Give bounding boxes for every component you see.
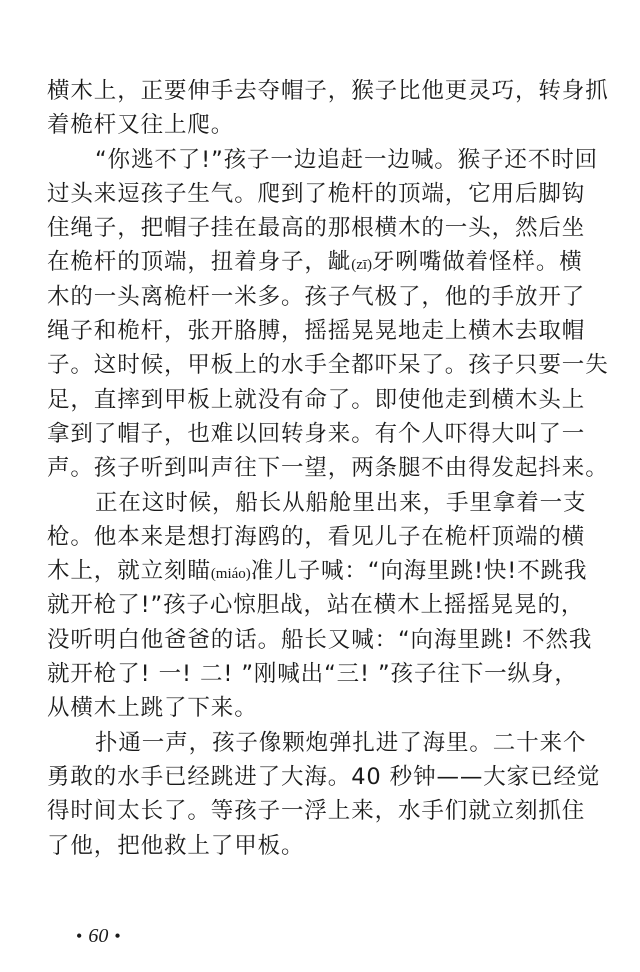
pinyin-annotation: (zī) xyxy=(351,257,373,274)
document-body xyxy=(47,74,609,863)
text-line: 横木上，正要伸手去夺帽子，猴子比他更灵巧，转身抓 xyxy=(47,78,609,104)
text-line: 木的一头离桅杆一米多。孩子气极了，他的手放开了 xyxy=(47,283,586,310)
text-line: 得时间太长了。等孩子一浮上来，水手们就立刻抓住 xyxy=(47,798,586,825)
text-line: 没听明白他爸爸的话。船长又喊：“向海里跳! 不然我 xyxy=(47,626,593,653)
text-line: 就开枪了!”孩子心惊胆战，站在横木上摇摇晃晃的， xyxy=(47,592,585,619)
text-line: 枪。他本来是想打海鸥的，看见儿子在桅杆顶端的横 xyxy=(47,523,586,550)
text-line-with-pinyin xyxy=(47,554,588,588)
text-line: 绳子和桅杆，张开胳膊，摇摇晃晃地走上横木去取帽 xyxy=(47,318,586,345)
text-line: 过头来逗孩子生气。爬到了桅杆的顶端，它用后脚钩 xyxy=(47,180,586,207)
text-line: 就开枪了! 一! 二! ”刚喊出“三! ”孩子往下一纵身， xyxy=(47,661,578,688)
text-line: 子。这时候，甲板上的水手全都吓呆了。孩子只要一失 xyxy=(47,352,609,379)
text-line: 足，直摔到甲板上就没有命了。即使他走到横木头上 xyxy=(47,386,586,413)
bullet-icon: • xyxy=(114,926,121,946)
text-line: 了他，把他救上了甲板。 xyxy=(47,832,305,859)
text-line: 从横木上跳了下来。 xyxy=(47,695,258,722)
text-segment: 准儿子喊：“向海里跳!快!不跳我 xyxy=(250,558,588,585)
text-line-with-pinyin xyxy=(47,245,583,279)
text-line: 拿到了帽子，也难以回转身来。有个人吓得大叫了一 xyxy=(47,420,586,447)
page-number xyxy=(70,925,127,948)
text-line: 住绳子，把帽子挂在最高的那根横木的一头，然后坐 xyxy=(47,215,586,242)
text-segment: 在桅杆的顶端，扭着身子，龇 xyxy=(47,249,352,276)
text-line: 着桅杆又往上爬。 xyxy=(47,112,235,139)
pinyin-annotation: (miáo) xyxy=(210,566,251,583)
paragraph-start-line: “你逃不了!”孩子一边追赶一边喊。猴子还不时回 xyxy=(95,146,599,173)
page-number-value: 60 xyxy=(88,925,109,947)
text-segment: 木上，就立刻瞄 xyxy=(47,558,211,585)
paragraph-start-line: 扑通一声，孩子像颗炮弹扎进了海里。二十来个 xyxy=(95,729,587,756)
text-line: 声。孩子听到叫声往下一望，两条腿不由得发起抖来。 xyxy=(47,455,609,482)
bullet-icon: • xyxy=(76,926,83,946)
text-line: 勇敢的水手已经跳进了大海。40 秒钟——大家已经觉 xyxy=(47,763,601,790)
text-segment: 牙咧嘴做着怪样。横 xyxy=(372,249,583,276)
paragraph-start-line: 正在这时候，船长从船舱里出来，手里拿着一支 xyxy=(95,489,587,516)
